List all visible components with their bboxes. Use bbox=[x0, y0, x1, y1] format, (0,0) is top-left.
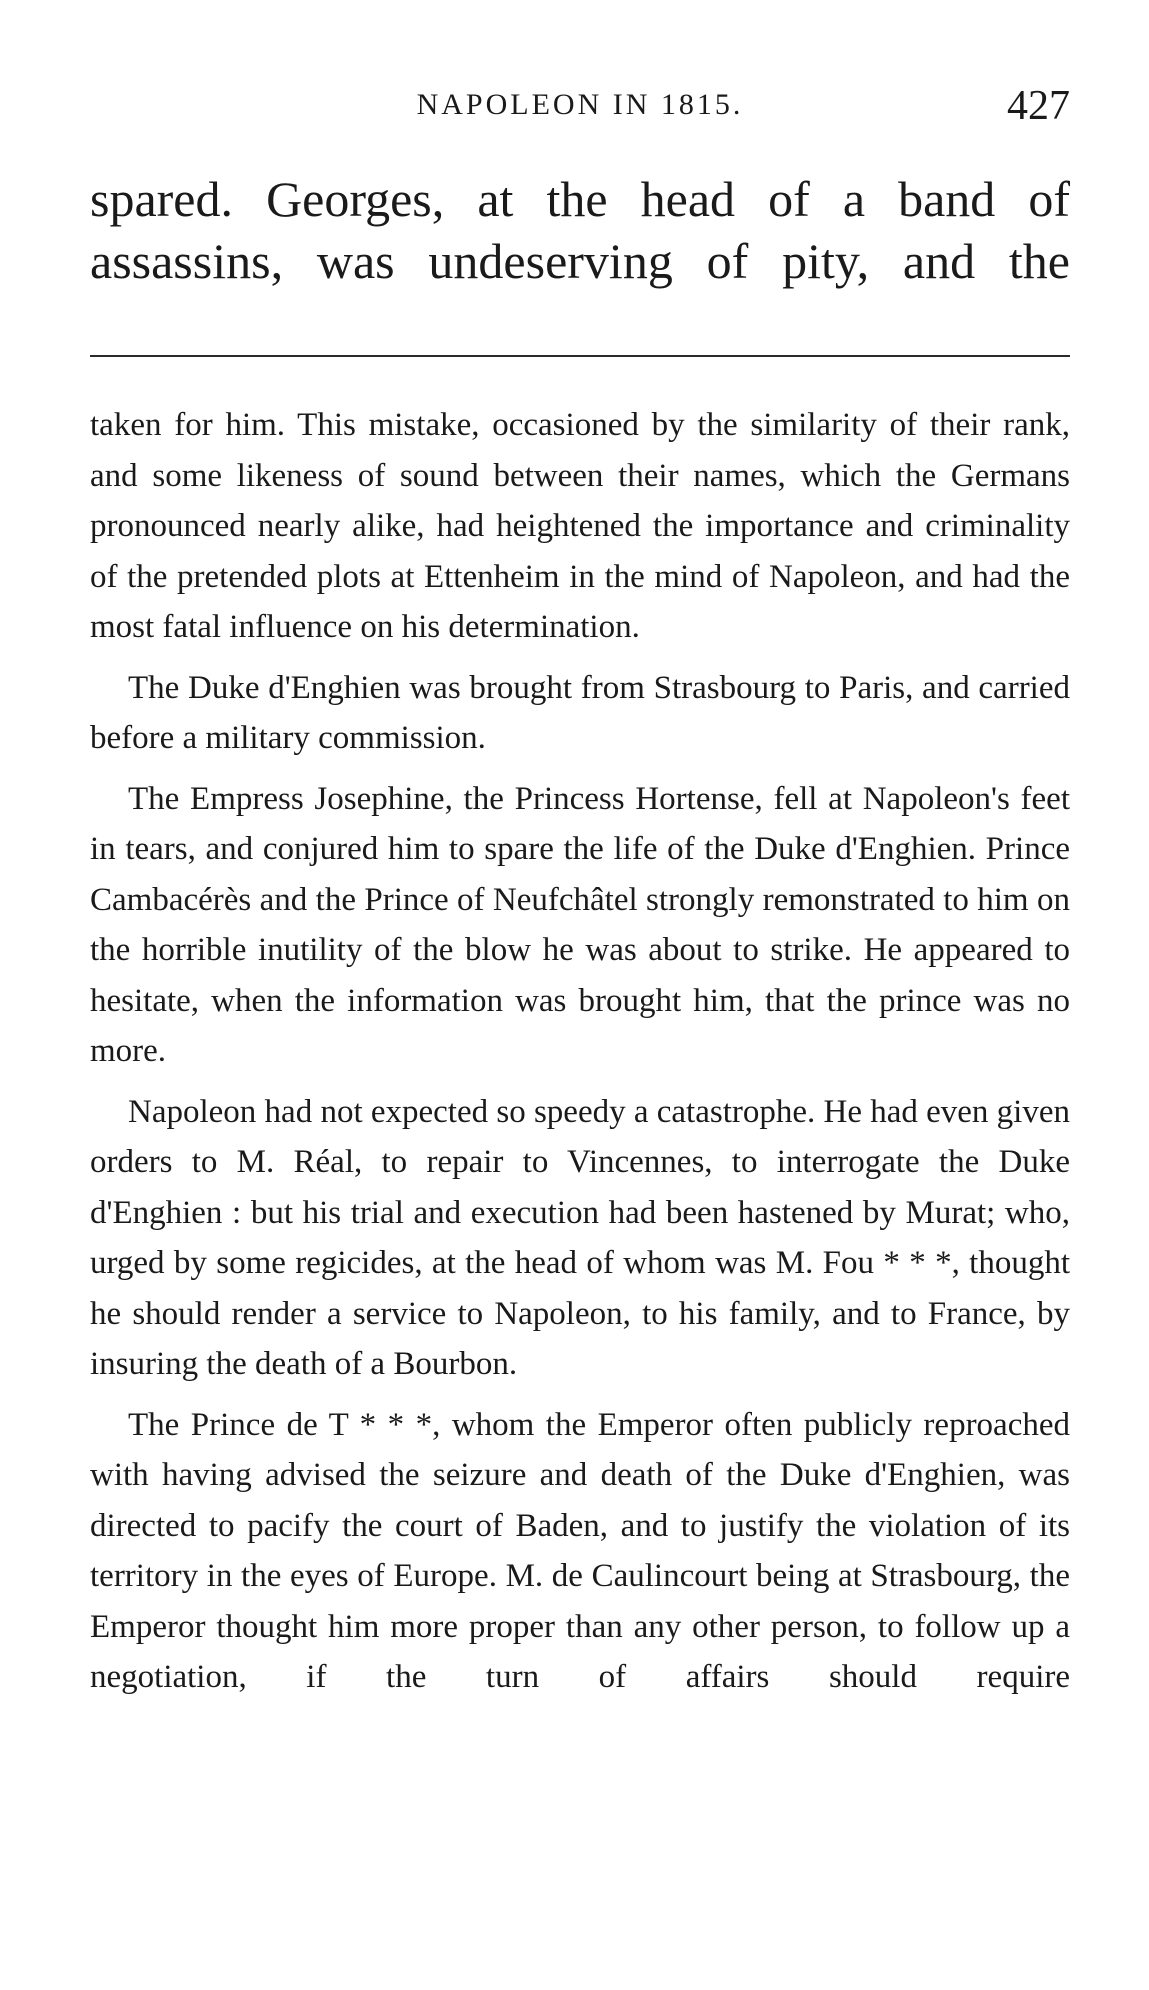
footnotes-block bbox=[90, 400, 1070, 1713]
running-title: NAPOLEON IN 1815. bbox=[416, 88, 744, 121]
footnote-divider bbox=[90, 355, 1070, 357]
footnote-paragraph: The Prince de T * * *, whom the Emperor often publicly reproached with having advised the seizure and death of the Duke d'Enghien, was directed to pacify the court of Baden, and to justify the violation of its territory in the eyes of Europe. M. de Caulincourt being at Strasbourg, the Emperor thought him more proper than any other person, to follow up a negotiation, if the turn of affairs should require bbox=[90, 1406, 1070, 1695]
footnote-paragraph: taken for him. This mistake, occasioned by the similarity of their rank, and some likeness of sound between their names, which the Germans pronounced nearly alike, had heightened the importance and criminality of the pretended plots at Ettenheim in the mind of Napoleon, and had the most fatal influence on his determination. bbox=[90, 407, 1070, 645]
footnote-paragraph: Napoleon had not expected so speedy a catastrophe. He had even given orders to M. Réal, to repair to Vincennes, to interrogate the Duke d'Enghien : but his trial and execution had been hastened by Murat; who, urged by some regicides, at the head of whom was M. Fou * * *, thought he should render a service to Napoleon, to his family, and to France, by insuring the death of a Bourbon. bbox=[90, 1093, 1070, 1382]
page-number: 427 bbox=[1007, 83, 1070, 129]
main-body-text: spared. Georges, at the head of a band of assassins, was undeserving of pity, and the bbox=[90, 171, 1070, 289]
footnote-paragraph: The Duke d'Enghien was brought from Strasbourg to Paris, and carried before a military commission. bbox=[90, 669, 1070, 756]
running-header bbox=[90, 83, 1070, 138]
footnote-paragraph: The Empress Josephine, the Princess Hortense, fell at Napoleon's feet in tears, and conjured him to spare the life of the Duke d'Enghien. Prince Cambacérès and the Prince of Neufchâtel strongly remonstrated to him on the horrible inutility of the blow he was about to strike. He appeared to hesitate, when the information was brought him, that the prince was no more. bbox=[90, 780, 1070, 1069]
